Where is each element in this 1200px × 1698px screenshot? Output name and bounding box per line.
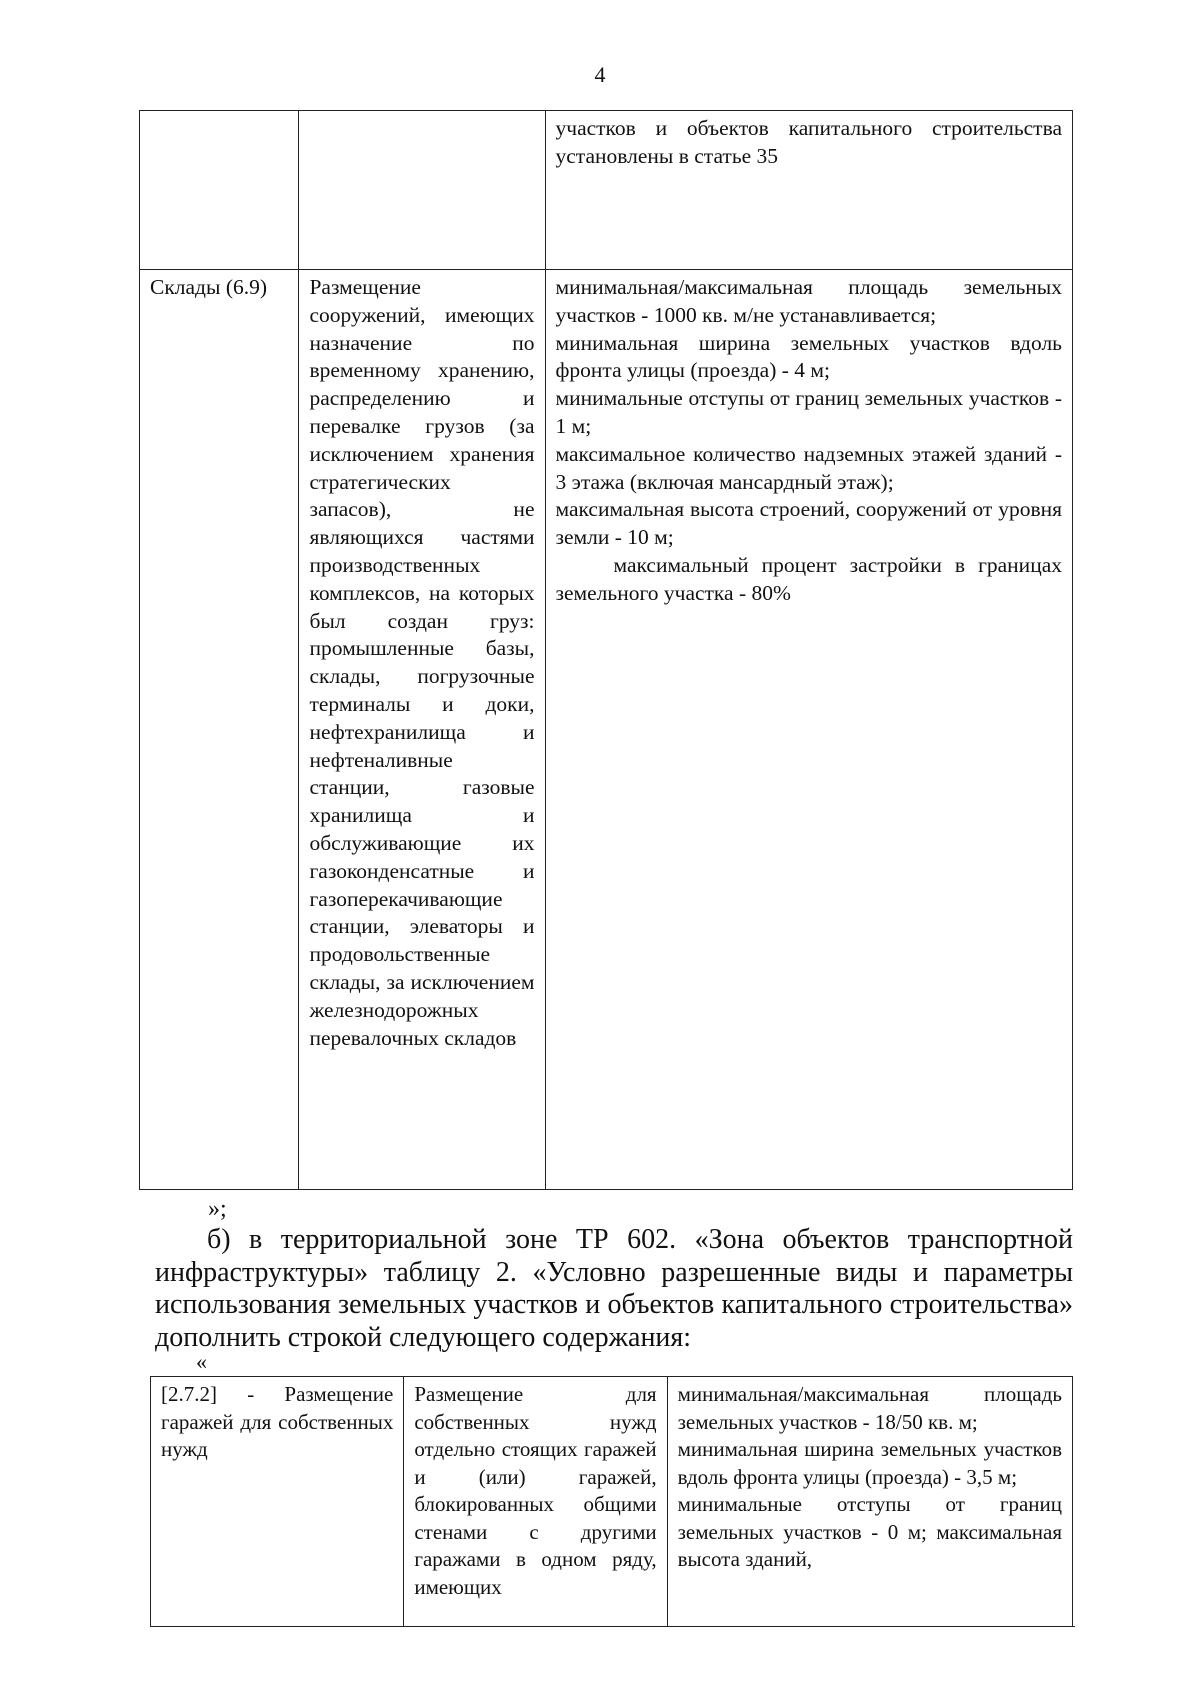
table-bottom-border	[150, 1626, 1075, 1627]
amendment-paragraph: б) в территориальной зоне ТР 602. «Зона объектов транспортной инфраструктуры» таблицу 2. «Условно разрешенные виды и параметры использования земельных участков и объектов капитального строительства» дополнить строкой следующего содержания:	[155, 1224, 1073, 1353]
table-row	[151, 1377, 1073, 1632]
parameter-line: минимальная/максимальная площадь земельных участков - 1000 кв. м/не устанавливается;	[555, 275, 1062, 327]
table-cell-use-name: Склады (6.9)	[140, 270, 299, 1190]
page-number: 4	[594, 62, 606, 87]
parameter-line: максимальный процент застройки в границах земельного участка - 80%	[555, 552, 1062, 605]
parameter-line: минимальная ширина земельных участков вдоль фронта улицы (проезда) - 4 м;	[555, 330, 1062, 383]
table-cell-use-description: Размещение сооружений, имеющих назначение по временному хранению, распределению и перевалке грузов (за исключением хранения стратегических запасов), не являющихся частями производственных комплексов, на которых был создан груз: промышленные базы, склады, погрузочные терминалы и доки, нефтехранилища и нефтеналивные станции, газовые хранилища и обслуживающие их газоконденсатные и газоперекачивающие станции, элеваторы и продовольственные склады, за исключением железнодорожных перевалочных складов	[299, 270, 545, 1190]
table-cell-parameters	[667, 1377, 1072, 1632]
parameter-line: минимальные отступы от границ земельных участков - 1 м;	[555, 386, 1062, 438]
table-cell-use-description: Размещение для собственных нужд отдельно стоящих гаражей и (или) гаражей, блокированных общими стенами с другими гаражами в одном ряду, имеющих	[404, 1377, 667, 1632]
closing-quote: »;	[208, 1196, 227, 1222]
table-row	[140, 111, 1073, 270]
parameter-line: максимальная высота строений, сооружений от уровня земли - 10 м;	[555, 497, 1062, 550]
table-cell-use-name	[140, 111, 299, 270]
table-cell-use-description	[299, 111, 545, 270]
opening-quote: «	[196, 1349, 207, 1374]
table-crop-mask	[150, 1627, 1076, 1698]
table-cell-parameters: участков и объектов капитального строительства установлены в статье 35	[545, 111, 1073, 270]
land-use-table	[139, 110, 1073, 1190]
table-cell-use-name: [2.7.2] - Размещение гаражей для собственных нужд	[151, 1377, 404, 1632]
table-cell-parameters	[545, 270, 1073, 1190]
parameter-line: максимальное количество надземных этажей зданий - 3 этажа (включая мансардный этаж);	[555, 441, 1062, 494]
parameter-line: минимальные отступы от границ земельных участков - 0 м; максимальная высота зданий,	[677, 1492, 1062, 1571]
parameter-line: минимальная ширина земельных участков вдоль фронта улицы (проезда) - 3,5 м;	[677, 1437, 1062, 1489]
parameter-line: минимальная/максимальная площадь земельных участков - 18/50 кв. м;	[677, 1382, 1062, 1434]
table-row	[140, 270, 1073, 1190]
garage-use-table	[150, 1376, 1073, 1632]
